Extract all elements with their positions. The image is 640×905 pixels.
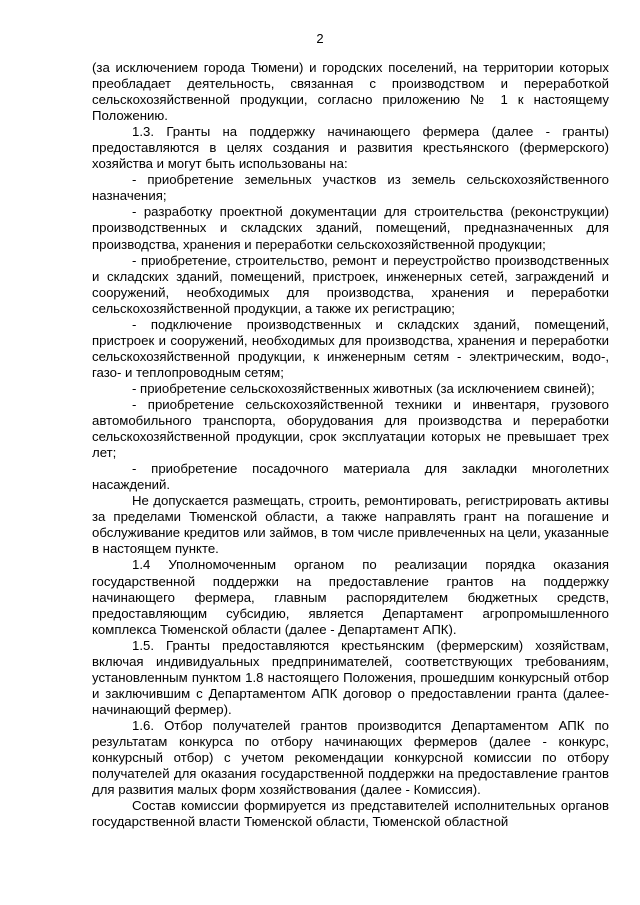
list-item-land: - приобретение земельных участков из земель сельскохозяйственного назначения; <box>92 172 609 204</box>
document-body <box>92 60 609 830</box>
paragraph-commission: Состав комиссии формируется из представителей исполнительных органов государственной власти Тюменской области, Тюменской областной <box>92 798 609 830</box>
list-item-construction: - приобретение, строительство, ремонт и переустройство производственных и складских зданий, помещений, пристроек, инженерных сетей, заграждений и сооружений, необходимых для производства, хранения и переработки сельскохозяйственной продукции, а также их регистрацию; <box>92 252 609 316</box>
list-item-design: - разработку проектной документации для строительства (реконструкции) производственных и складских зданий, помещений, предназначенных для производства, хранения и переработки сельскохозяйственной продукции; <box>92 204 609 252</box>
list-item-planting: - приобретение посадочного материала для закладки многолетних насаждений. <box>92 461 609 493</box>
paragraph-1-5: 1.5. Гранты предоставляются крестьянским (фермерским) хозяйствам, включая индивидуальных предпринимателей, соответствующих требованиям, установленным пунктом 1.8 настоящего Положения, прошедшим конкурсный отбор и заключившим с Департаментом АПК договор о предоставлении гранта (далее-начинающий фермер). <box>92 637 609 717</box>
paragraph-1-3: 1.3. Гранты на поддержку начинающего фермера (далее - гранты) предоставляются в целях создания и развития крестьянского (фермерского) хозяйства и могут быть использованы на: <box>92 124 609 172</box>
paragraph-restriction: Не допускается размещать, строить, ремонтировать, регистрировать активы за пределами Тюменской области, а также направлять грант на погашение и обслуживание кредитов или займов, в том числе привлеченных на цели, указанные в настоящем пункте. <box>92 493 609 557</box>
list-item-utilities: - подключение производственных и складских зданий, помещений, пристроек и сооружений, необходимых для производства, хранения и переработки сельскохозяйственной продукции, к инженерным сетям - электрическим, водо-, газо- и теплопроводным сетям; <box>92 316 609 380</box>
paragraph-1-4: 1.4 Уполномоченным органом по реализации порядка оказания государственной поддержки на предоставление грантов на поддержку начинающего фермера, главным распорядителем бюджетных средств, предоставляющим субсидию, является Департамент агропромышленного комплекса Тюменской области (далее - Департамент АПК). <box>92 557 609 637</box>
list-item-machinery: - приобретение сельскохозяйственной техники и инвентаря, грузового автомобильного транспорта, оборудования для производства и переработки сельскохозяйственной продукции, срок эксплуатации которых не превышает трех лет; <box>92 396 609 461</box>
page-number: 2 <box>316 31 324 46</box>
paragraph-continuation: (за исключением города Тюмени) и городских поселений, на территории которых преобладает деятельность, связанная с производством и переработкой сельскохозяйственной продукции, согласно приложению № 1 к настоящему Положению. <box>92 60 609 124</box>
paragraph-1-6: 1.6. Отбор получателей грантов производится Департаментом АПК по результатам конкурса по отбору начинающих фермеров (далее - конкурс, конкурсный отбор) с учетом рекомендации конкурсной комиссии по отбору получателей для оказания государственной поддержки на предоставление грантов для развития малых форм хозяйствования (далее - Комиссия). <box>92 717 609 798</box>
list-item-animals: - приобретение сельскохозяйственных животных (за исключением свиней); <box>132 380 595 396</box>
